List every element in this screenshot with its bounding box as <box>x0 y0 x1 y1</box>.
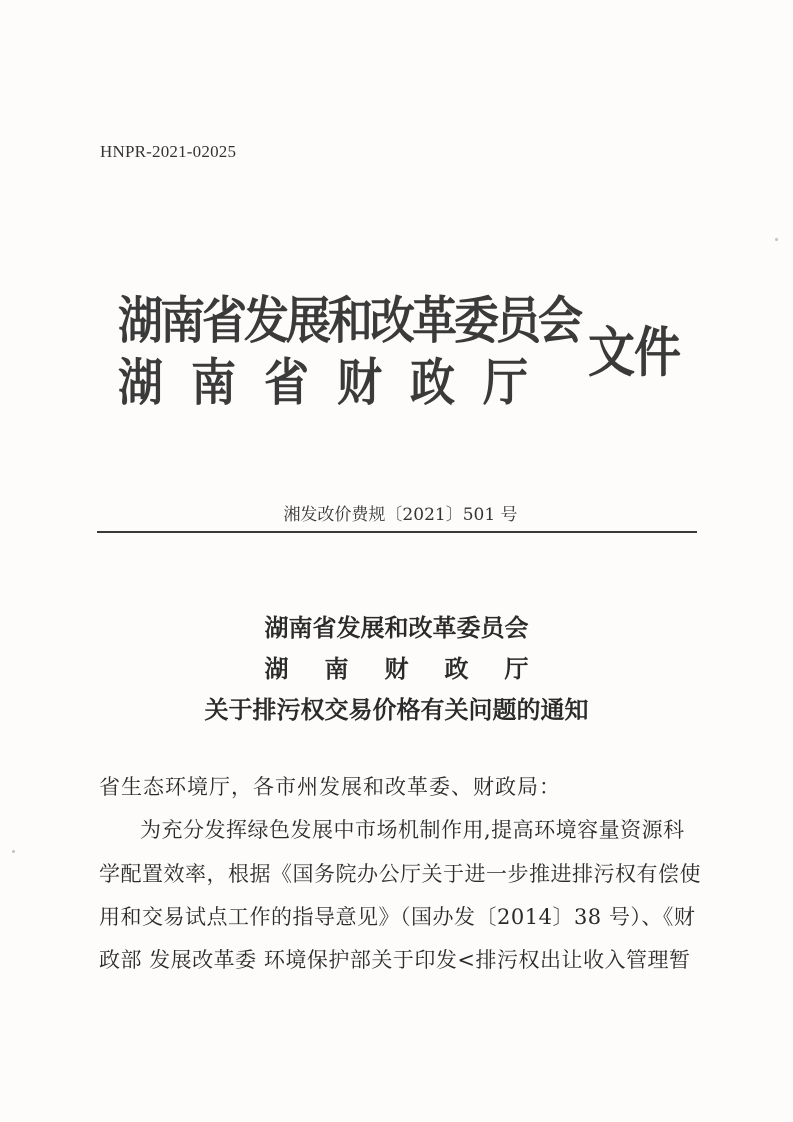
title-line-2-text: 湖南财政厅 <box>264 655 565 683</box>
addressee-line: 省生态环境厅，各市州发展和改革委、财政局： <box>99 775 561 799</box>
header-divider <box>97 531 697 533</box>
document-number <box>0 500 793 525</box>
document-code: HNPR-2021-02025 <box>100 142 237 161</box>
title-line-1: 湖南省发展和改革委员会 <box>264 614 529 642</box>
scan-speck <box>12 850 15 853</box>
masthead-suffix: 文件 <box>588 321 680 385</box>
masthead-issuer-1: 湖南省发展和改革委员会 <box>118 291 581 351</box>
document-number-text: 湘发改价费规〔2021〕501 号 <box>283 505 518 525</box>
masthead-issuer-2: 湖南省财政厅 <box>118 353 557 413</box>
body-line-4: 政部 发展改革委 环境保护部关于印发<排污权出让收入管理暂 <box>99 948 691 972</box>
body-line-2: 学配置效率，根据《国务院办公厅关于进一步推进排污权有偿使 <box>99 862 701 886</box>
title-line-3: 关于排污权交易价格有关问题的通知 <box>204 696 589 724</box>
masthead <box>118 280 698 430</box>
body-line-1: 为充分发挥绿色发展中市场机制作用,提高环境容量资源科 <box>140 818 685 842</box>
scan-speck <box>775 238 778 241</box>
body-line-3: 用和交易试点工作的指导意见》（国办发〔2014〕38 号）、《财 <box>99 905 696 929</box>
title-line-2 <box>0 649 793 684</box>
